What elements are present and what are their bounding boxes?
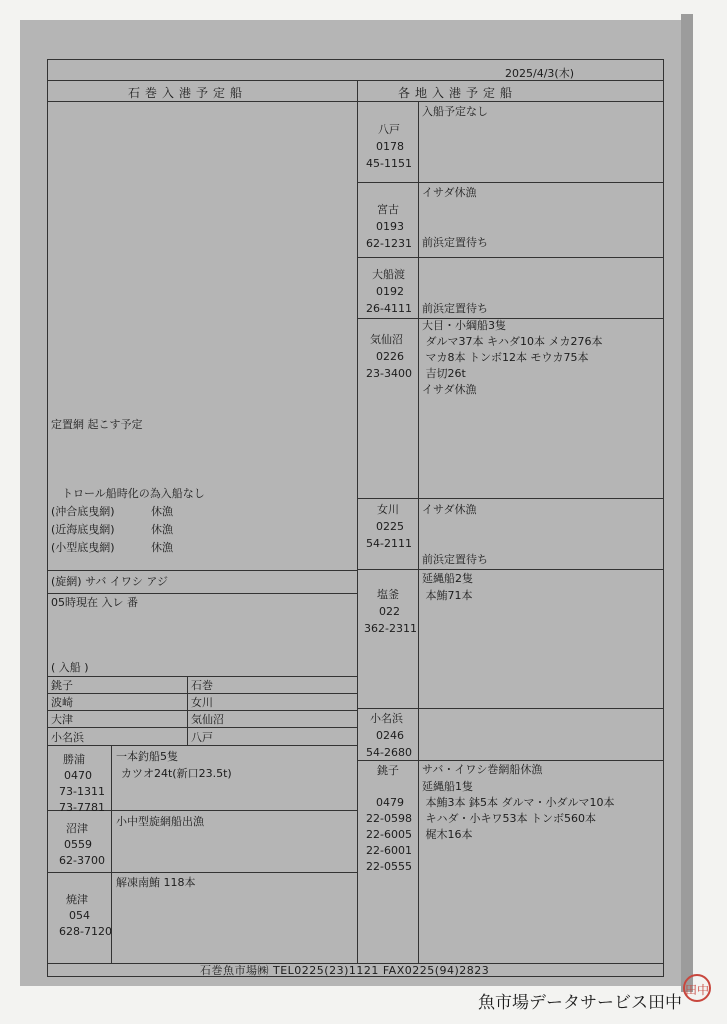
left-row-line [47,872,357,873]
port-note: 前浜定置待ち [422,302,488,315]
port-tel: 0225 [376,520,404,533]
right-row-line [357,569,664,570]
port-tel: 0470 [64,769,92,782]
port-line: 小中型旋網船出漁 [116,815,204,828]
table-frame [47,59,664,977]
port-name: 気仙沼 [370,333,403,346]
port-name: 宮古 [377,203,399,216]
port-line: 梶木16本 [422,828,473,841]
trawl-row-status: 休漁 [151,505,173,518]
port-tel: 26-4111 [366,302,412,315]
port-tel: 22-0555 [366,860,412,873]
port-line: ダルマ37本 キハダ10本 メカ276本 [422,335,603,348]
trawl-row-status: 休漁 [151,523,173,536]
nyusen-cell: 石巻 [191,679,213,692]
port-tel: 0193 [376,220,404,233]
port-line: キハダ・小キワ53本 トンボ560本 [422,812,596,825]
port-note: 前浜定置待ち [422,236,488,249]
port-tel: 628-7120 [59,925,112,938]
port-line: カツオ24t(新口23.5t) [121,767,232,780]
makiami-time: 05時現在 入レ 番 [51,596,138,609]
port-tel: 0226 [376,350,404,363]
port-line: 大目・小綱船3隻 [422,319,506,332]
header-divider [47,80,664,81]
port-line: 延縄船1隻 [422,780,473,793]
port-line: サバ・イワシ巻網船休漁 [422,763,543,776]
right-port-column-divider [418,101,419,963]
nyusen-label: ( 入船 ) [51,661,89,674]
port-name: 小名浜 [370,712,403,725]
port-tel: 0559 [64,838,92,851]
sheet-edge-shadow [681,14,693,992]
left-row-line [47,727,357,728]
port-line: 一本釣船5隻 [116,750,178,763]
left-row-line [47,570,357,571]
trawl-row-name: (近海底曳網) [51,523,115,536]
port-tel: 54-2680 [366,746,412,759]
port-tel: 0192 [376,285,404,298]
signature: 魚市場データサービス田中 [478,993,682,1013]
left-row-line [47,676,357,677]
port-line: 入船予定なし [422,105,488,118]
port-tel: 22-6001 [366,844,412,857]
port-line: 本鮪3本 鉢5本 ダルマ・小ダルマ10本 [422,796,615,809]
ishinomaki-header: 石巻入港予定船 [128,86,248,100]
port-name: 大船渡 [372,268,405,281]
left-row-line [47,593,357,594]
port-line: イサダ休漁 [422,503,477,516]
right-row-line [357,498,664,499]
port-name: 焼津 [66,893,88,906]
port-name: 銚子 [377,764,399,777]
nyusen-cell: 波崎 [51,696,73,709]
header-bottom-line [47,101,664,102]
hanko-stamp: 田中 [683,974,711,1002]
regional-header: 各地入港予定船 [398,86,518,100]
port-tel: 45-1151 [366,157,412,170]
port-line: 解凍南鮪 118本 [116,876,196,889]
port-tel: 0479 [376,796,404,809]
port-tel: 022 [379,605,400,618]
left-row-line [47,745,357,746]
port-tel: 62-1231 [366,237,412,250]
port-tel: 62-3700 [59,854,105,867]
port-name: 塩釜 [377,588,399,601]
left-row-line [47,693,357,694]
nyusen-cell: 女川 [191,696,213,709]
port-tel: 0178 [376,140,404,153]
trawl-row-name: (沖合底曳網) [51,505,115,518]
trawl-row-status: 休漁 [151,541,173,554]
right-row-line [357,182,664,183]
port-tel: 54-2111 [366,537,412,550]
port-tel: 73-1311 [59,785,105,798]
left-row-line [47,710,357,711]
port-line: マカ8本 トンボ12本 モウカ75本 [422,351,589,364]
nyusen-cell: 気仙沼 [191,713,224,726]
port-line: 本鮪71本 [422,589,473,602]
footer-contact: 石巻魚市場㈱ TEL0225(23)1121 FAX0225(94)2823 [200,964,490,977]
port-note: 前浜定置待ち [422,553,488,566]
report-date: 2025/4/3(木) [505,67,574,80]
port-line: 吉切26t [422,367,466,380]
teichi-note: 定置網 起こす予定 [51,418,143,431]
right-row-line [357,318,664,319]
nyusen-cell: 小名浜 [51,731,84,744]
port-tel: 22-6005 [366,828,412,841]
nyusen-cell: 八戸 [191,731,213,744]
port-name: 女川 [377,503,399,516]
port-name: 勝浦 [63,753,85,766]
center-divider [357,80,358,963]
port-tel: 0246 [376,729,404,742]
port-tel: 73-7781 [59,801,105,814]
nyusen-column-divider [187,676,188,745]
right-row-line [357,708,664,709]
port-tel: 22-0598 [366,812,412,825]
port-name: 八戸 [378,123,400,136]
right-row-line [357,760,664,761]
port-tel: 362-2311 [364,622,417,635]
port-line: 延縄船2隻 [422,572,473,585]
makiami-note: (旋網) サバ イワシ アジ [51,575,168,588]
port-tel: 054 [69,909,90,922]
port-name: 沼津 [66,822,88,835]
nyusen-cell: 銚子 [51,679,73,692]
port-line: イサダ休漁 [422,186,477,199]
nyusen-cell: 大津 [51,713,73,726]
trawl-note: トロール船時化の為入船なし [62,487,205,500]
trawl-row-name: (小型底曳網) [51,541,115,554]
right-row-line [357,257,664,258]
port-tel: 23-3400 [366,367,412,380]
port-line: イサダ休漁 [422,383,477,396]
